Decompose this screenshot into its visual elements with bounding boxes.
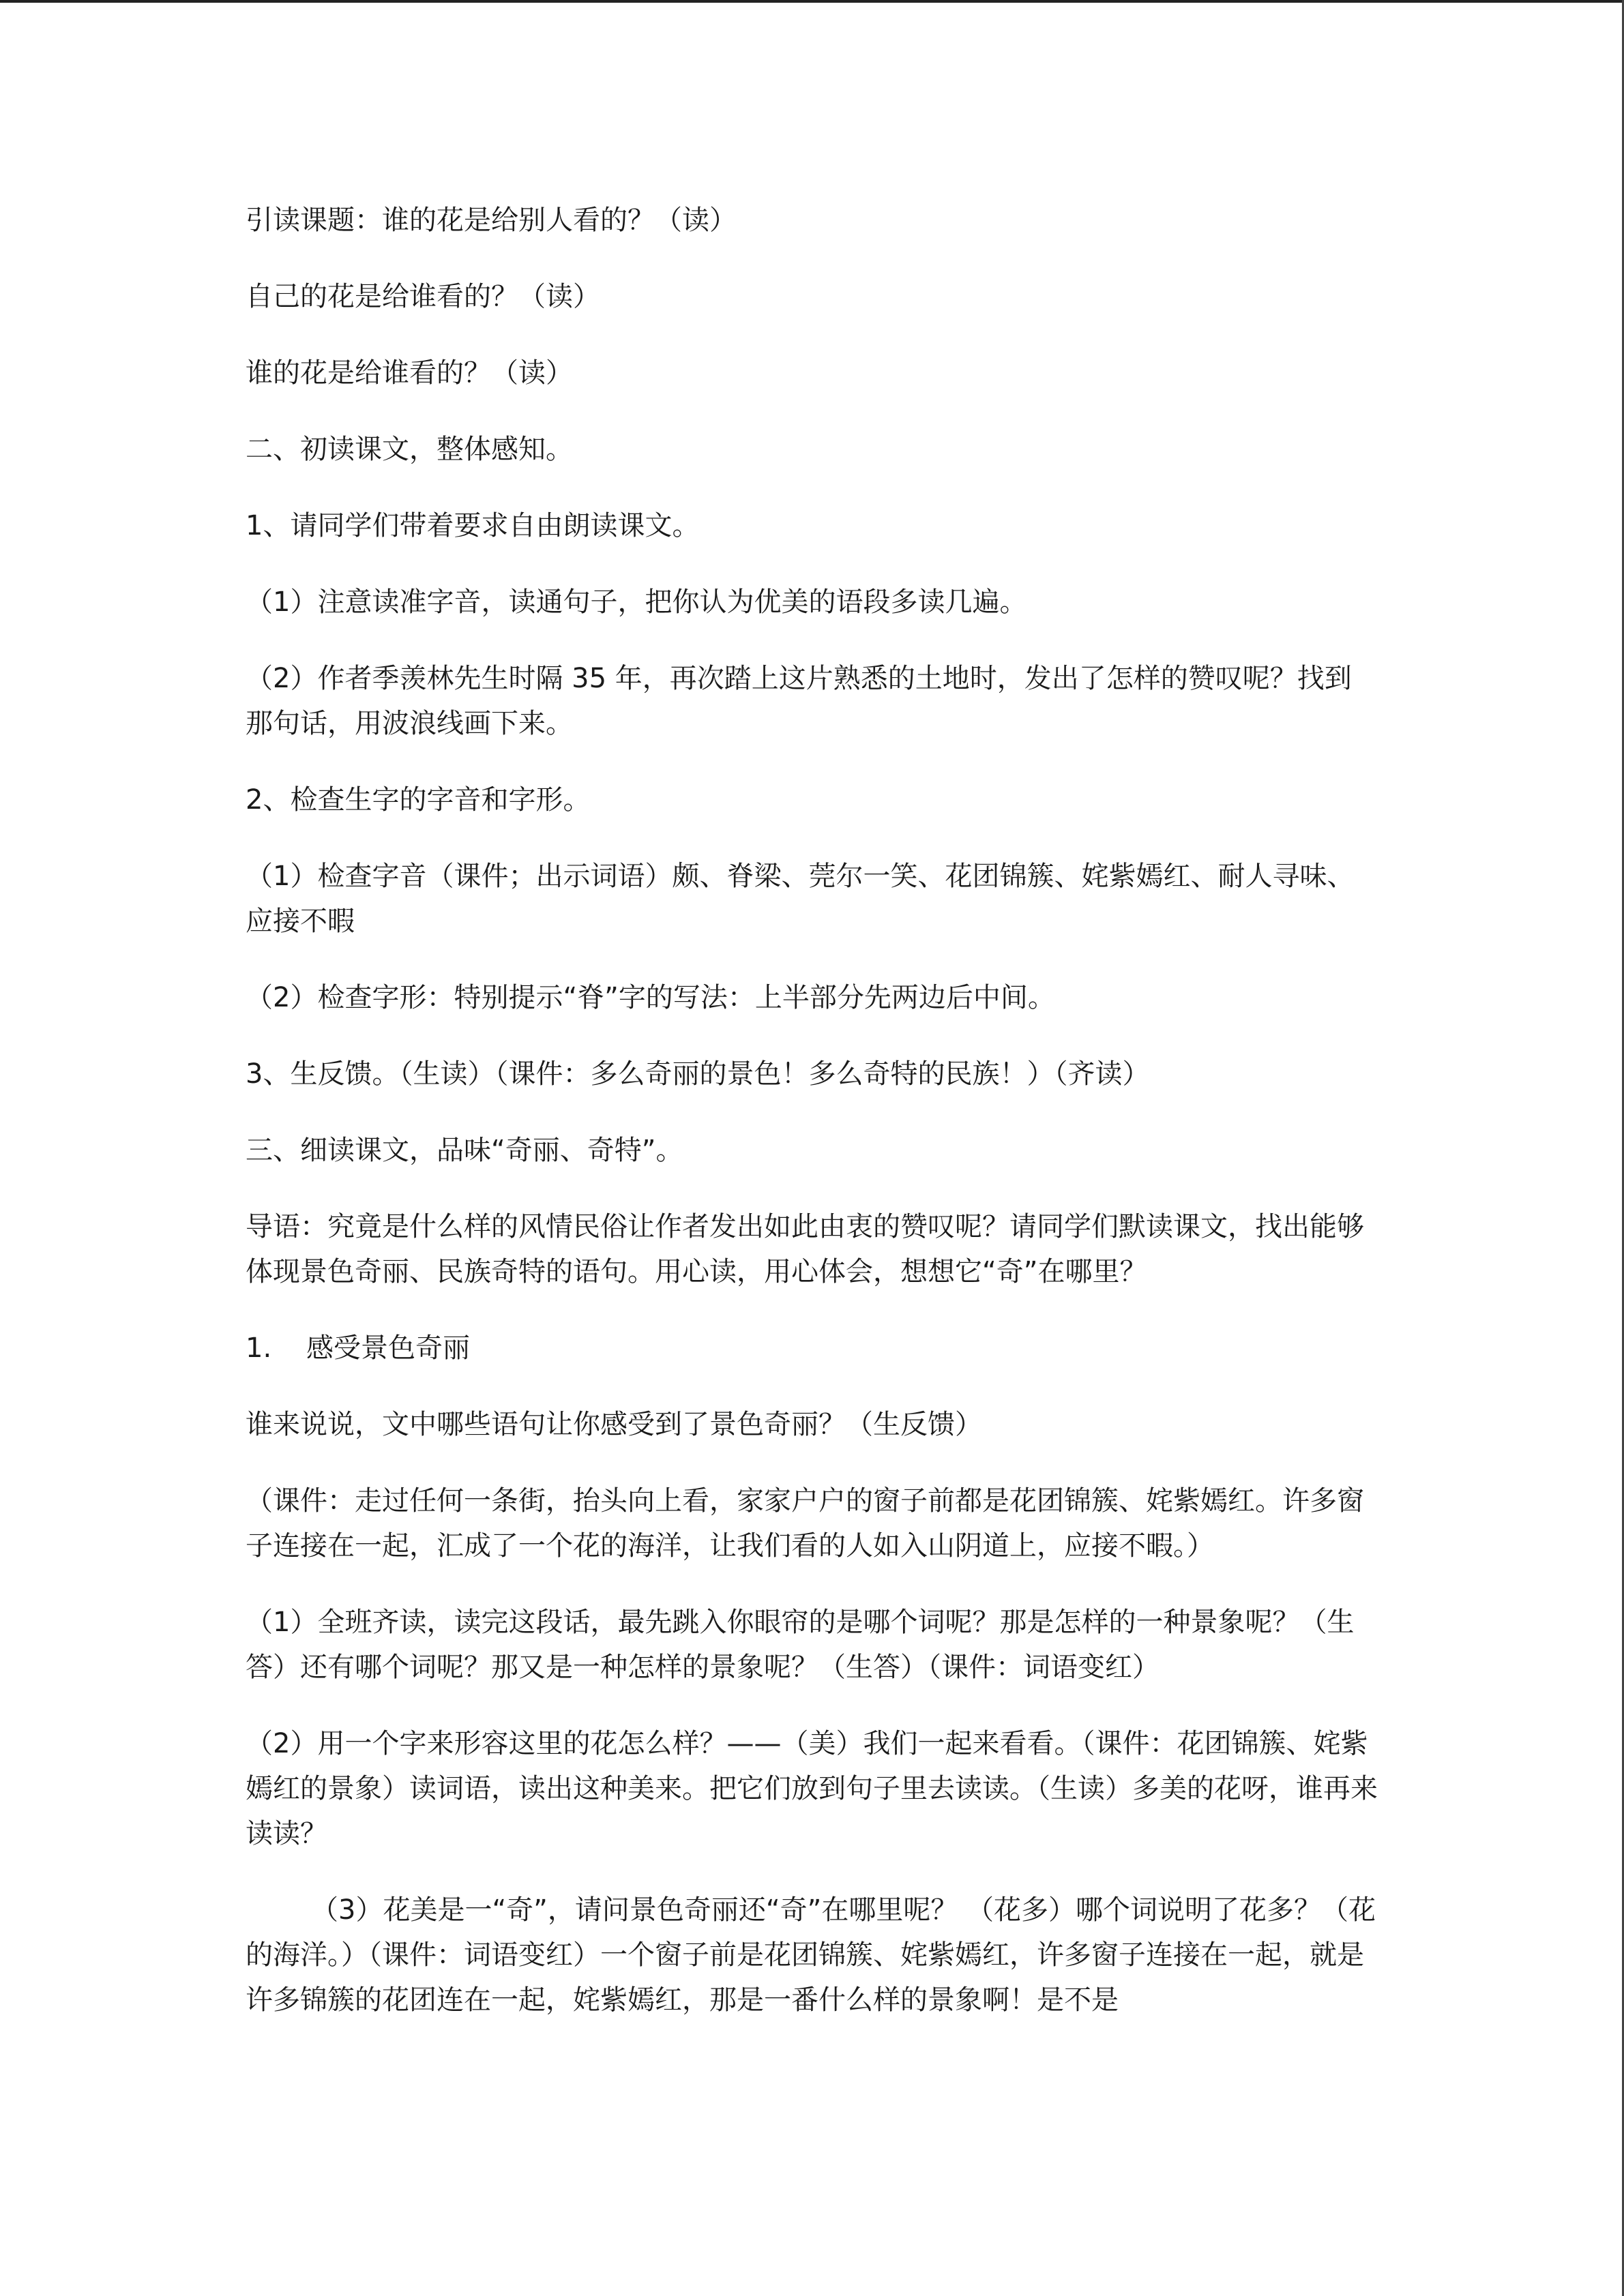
page-top-border (0, 0, 1624, 3)
paragraph: （2）作者季羡林先生时隔 35 年，再次踏上这片熟悉的土地时，发出了怎样的赞叹呢？找到那句话，用波浪线画下来。 (246, 663, 1352, 739)
paragraph: （1）检查字音（课件；出示词语）颇、脊梁、莞尔一笑、花团锦簇、姹紫嫣红、耐人寻味、应接不暇 (246, 861, 1355, 937)
section-heading: 三、细读课文，品味“奇丽、奇特”。 (246, 1135, 683, 1166)
paragraph: （课件：走过任何一条街，抬头向上看，家家户户的窗子前都是花团锦簇、姹紫嫣红。许多窗子连接在一起，汇成了一个花的海洋，让我们看的人如入山阴道上，应接不暇。） (246, 1485, 1364, 1562)
paragraph: （3）花美是一“奇”，请问景色奇丽还“奇”在哪里呢？ （花多）哪个词说明了花多？（花的海洋。）（课件：词语变红）一个窗子前是花团锦簇、姹紫嫣红，许多窗子连接在一起，就是许多锦簇的花团连在一起，姹紫嫣红，那是一番什么样的景象啊！是不是 (246, 1894, 1376, 2016)
paragraph: （1）注意读准字音，读通句子，把你认为优美的语段多读几遍。 (246, 586, 1027, 618)
paragraph: 导语：究竟是什么样的风情民俗让作者发出如此由衷的赞叹呢？请同学们默读课文，找出能够体现景色奇丽、民族奇特的语句。用心读，用心体会，想想它“奇”在哪里？ (246, 1211, 1364, 1287)
paragraph: 3、生反馈。（生读）（课件：多么奇丽的景色！多么奇特的民族！）（齐读） (246, 1058, 1150, 1090)
paragraph: （2）用一个字来形容这里的花怎么样？——（美）我们一起来看看。（课件：花团锦簇、姹紫嫣红的景象）读词语，读出这种美来。把它们放到句子里去读读。（生读）多美的花呀，谁再来读读？ (246, 1728, 1378, 1849)
paragraph: （2）检查字形：特别提示“脊”字的写法：上半部分先两边后中间。 (246, 982, 1055, 1013)
paragraph: （1）全班齐读，读完这段话，最先跳入你眼帘的是哪个词呢？那是怎样的一种景象呢？（生答）还有哪个词呢？那又是一种怎样的景象呢？（生答）（课件：词语变红） (246, 1607, 1355, 1683)
paragraph: 1、请同学们带着要求自由朗读课文。 (246, 510, 700, 541)
paragraph: 引读课题：谁的花是给别人看的？（读） (246, 205, 737, 236)
paragraph: 谁的花是给谁看的？（读） (246, 357, 573, 389)
paragraph: 谁来说说，文中哪些语句让你感受到了景色奇丽？（生反馈） (246, 1409, 982, 1440)
paragraph: 2、检查生字的字音和字形。 (246, 784, 591, 816)
paragraph: 自己的花是给谁看的？（读） (246, 281, 600, 312)
section-heading: 二、初读课文，整体感知。 (246, 434, 573, 465)
document-body (246, 198, 1378, 2054)
subsection-heading: 1. 感受景色奇丽 (246, 1332, 471, 1364)
